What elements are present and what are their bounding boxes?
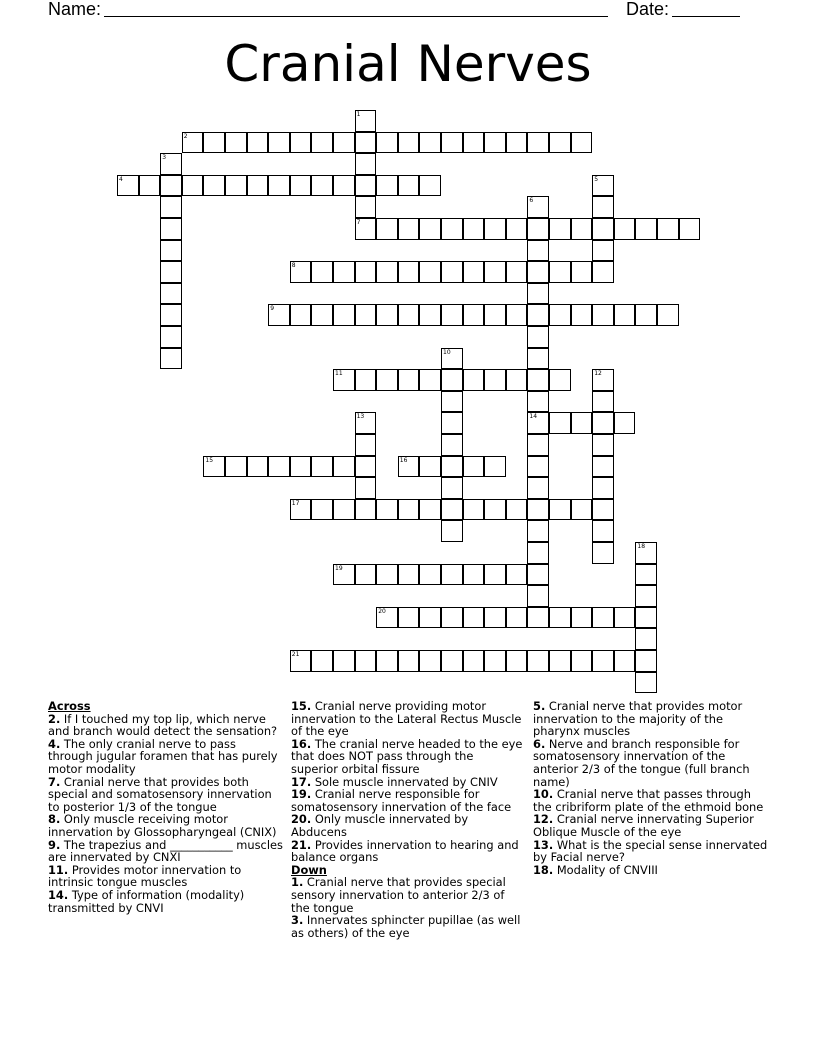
grid-cell[interactable] — [635, 672, 657, 694]
grid-cell[interactable] — [484, 369, 506, 391]
grid-cell[interactable] — [419, 456, 441, 478]
grid-cell[interactable] — [225, 132, 247, 154]
grid-cell[interactable] — [355, 650, 377, 672]
grid-cell[interactable] — [484, 132, 506, 154]
grid-cell[interactable] — [398, 132, 420, 154]
grid-cell[interactable] — [160, 348, 182, 370]
grid-cell[interactable] — [635, 542, 657, 564]
grid-cell[interactable] — [571, 261, 593, 283]
grid-cell[interactable] — [463, 650, 485, 672]
grid-cell[interactable] — [571, 412, 593, 434]
clue-number: 12 — [594, 370, 602, 378]
grid-cell[interactable] — [592, 391, 614, 413]
clue-item: 12. Cranial nerve innervating Superior Oblique Muscle of the eye — [533, 812, 754, 839]
grid-cell[interactable] — [290, 650, 312, 672]
grid-cell[interactable] — [268, 175, 290, 197]
grid-cell[interactable] — [527, 369, 549, 391]
grid-cell[interactable] — [355, 564, 377, 586]
grid-cell[interactable] — [398, 261, 420, 283]
grid-cell[interactable] — [311, 499, 333, 521]
grid-cell[interactable] — [333, 304, 355, 326]
grid-cell[interactable] — [376, 564, 398, 586]
grid-cell[interactable] — [549, 369, 571, 391]
grid-cell[interactable] — [592, 412, 614, 434]
grid-cell[interactable] — [117, 175, 139, 197]
grid-cell[interactable] — [679, 218, 701, 240]
grid-cell[interactable] — [311, 261, 333, 283]
grid-cell[interactable] — [311, 175, 333, 197]
grid-cell[interactable] — [355, 261, 377, 283]
grid-cell[interactable] — [441, 564, 463, 586]
grid-cell[interactable] — [463, 132, 485, 154]
grid-cell[interactable] — [527, 132, 549, 154]
clue-number: 13 — [356, 413, 365, 421]
grid-cell[interactable] — [182, 175, 204, 197]
grid-cell[interactable] — [614, 607, 636, 629]
grid-cell[interactable] — [376, 261, 398, 283]
clue-item: 18. Modality of CNVIII — [533, 862, 658, 877]
grid-cell[interactable] — [484, 261, 506, 283]
grid-cell[interactable] — [290, 132, 312, 154]
grid-cell[interactable] — [463, 607, 485, 629]
grid-cell[interactable] — [160, 153, 182, 175]
grid-cell[interactable] — [268, 132, 290, 154]
grid-cell[interactable] — [182, 132, 204, 154]
grid-cell[interactable] — [506, 261, 528, 283]
grid-cell[interactable] — [441, 520, 463, 542]
grid-cell[interactable] — [463, 456, 485, 478]
grid-cell[interactable] — [355, 477, 377, 499]
grid-cell[interactable] — [355, 304, 377, 326]
grid-cell[interactable] — [592, 520, 614, 542]
grid-cell[interactable] — [506, 607, 528, 629]
clue-item: 8. Only muscle receiving motor innervation by Glossopharyngeal (CNIX) — [48, 812, 277, 839]
clue-column-2 — [291, 700, 523, 939]
grid-cell[interactable] — [527, 240, 549, 262]
grid-cell[interactable] — [419, 175, 441, 197]
clue-number: 9 — [270, 305, 275, 313]
grid-cell[interactable] — [139, 175, 161, 197]
grid-cell[interactable] — [635, 304, 657, 326]
grid-cell[interactable] — [333, 499, 355, 521]
grid-cell[interactable] — [311, 650, 333, 672]
grid-cell[interactable] — [419, 132, 441, 154]
clue-number: 10 — [443, 348, 451, 356]
grid-cell[interactable] — [441, 412, 463, 434]
date-label: Date: — [626, 0, 670, 19]
grid-cell[interactable] — [419, 650, 441, 672]
grid-cell[interactable] — [290, 304, 312, 326]
grid-cell[interactable] — [160, 261, 182, 283]
grid-cell[interactable] — [441, 607, 463, 629]
grid-cell[interactable] — [592, 499, 614, 521]
grid-cell[interactable] — [549, 132, 571, 154]
grid-cell[interactable] — [355, 499, 377, 521]
grid-cell[interactable] — [203, 132, 225, 154]
grid-cell[interactable] — [527, 326, 549, 348]
grid-cell[interactable] — [160, 196, 182, 218]
clue-item: 5. Cranial nerve that provides motor innervation to the majority of the pharynx muscles — [533, 699, 743, 739]
grid-cell[interactable] — [160, 283, 182, 305]
grid-cell[interactable] — [290, 499, 312, 521]
grid-cell[interactable] — [355, 434, 377, 456]
grid-cell[interactable] — [333, 132, 355, 154]
grid-cell[interactable] — [592, 196, 614, 218]
grid-cell[interactable] — [419, 499, 441, 521]
grid-cell[interactable] — [592, 175, 614, 197]
grid-cell[interactable] — [527, 434, 549, 456]
grid-cell[interactable] — [355, 196, 377, 218]
grid-cell[interactable] — [549, 304, 571, 326]
grid-cell[interactable] — [225, 175, 247, 197]
grid-cell[interactable] — [441, 304, 463, 326]
grid-cell[interactable] — [592, 650, 614, 672]
grid-cell[interactable] — [355, 412, 377, 434]
clue-item: 13. What is the special sense innervated by Facial nerve? — [533, 837, 768, 865]
grid-cell[interactable] — [355, 110, 377, 132]
grid-cell[interactable] — [247, 175, 269, 197]
grid-cell[interactable] — [333, 175, 355, 197]
grid-cell[interactable] — [376, 650, 398, 672]
grid-cell[interactable] — [247, 132, 269, 154]
grid-cell[interactable] — [527, 456, 549, 478]
clue-number: 19 — [335, 564, 343, 572]
grid-cell[interactable] — [355, 369, 377, 391]
grid-cell[interactable] — [571, 218, 593, 240]
grid-cell[interactable] — [398, 607, 420, 629]
grid-cell[interactable] — [160, 175, 182, 197]
grid-cell[interactable] — [635, 650, 657, 672]
grid-cell[interactable] — [527, 348, 549, 370]
grid-cell[interactable] — [635, 218, 657, 240]
grid-cell[interactable] — [527, 391, 549, 413]
grid-cell[interactable] — [527, 477, 549, 499]
clue-item: 21. Provides innervation to hearing and balance organs — [291, 837, 519, 865]
grid-cell[interactable] — [290, 261, 312, 283]
grid-cell[interactable] — [247, 456, 269, 478]
clue-number: 7 — [356, 219, 361, 226]
grid-cell[interactable] — [463, 304, 485, 326]
grid-cell[interactable] — [398, 369, 420, 391]
grid-cell[interactable] — [463, 261, 485, 283]
grid-cell[interactable] — [549, 650, 571, 672]
grid-cell[interactable] — [592, 542, 614, 564]
clue-item: 3. Innervates sphincter pupillae (as well as others) of the eye — [291, 913, 521, 940]
clue-number: 14 — [529, 413, 538, 421]
grid-cell[interactable] — [160, 304, 182, 326]
grid-cell[interactable] — [527, 412, 549, 434]
grid-cell[interactable] — [441, 434, 463, 456]
grid-cell[interactable] — [268, 456, 290, 478]
grid-cell[interactable] — [506, 369, 528, 391]
grid-cell[interactable] — [419, 261, 441, 283]
grid-cell[interactable] — [441, 456, 463, 478]
grid-cell[interactable] — [355, 456, 377, 478]
grid-cell[interactable] — [419, 369, 441, 391]
grid-cell[interactable] — [333, 369, 355, 391]
grid-cell[interactable] — [333, 650, 355, 672]
grid-cell[interactable] — [592, 261, 614, 283]
grid-cell[interactable] — [614, 650, 636, 672]
grid-cell[interactable] — [571, 304, 593, 326]
clue-item: 7. Cranial nerve that provides both special and somatosensory innervation to posterior 1/3 of the tongue — [48, 774, 272, 814]
grid-cell[interactable] — [441, 348, 463, 370]
grid-cell[interactable] — [484, 564, 506, 586]
grid-cell[interactable] — [592, 434, 614, 456]
grid-cell[interactable] — [506, 218, 528, 240]
clue-number: 17 — [291, 499, 300, 507]
grid-cell[interactable] — [398, 175, 420, 197]
grid-cell[interactable] — [657, 304, 679, 326]
grid-cell[interactable] — [333, 564, 355, 586]
grid-cell[interactable] — [398, 650, 420, 672]
grid-cell[interactable] — [549, 607, 571, 629]
grid-cell[interactable] — [441, 369, 463, 391]
grid-cell[interactable] — [376, 304, 398, 326]
grid-cell[interactable] — [441, 477, 463, 499]
clue-item: 6. Nerve and branch responsible for somatosensory innervation of the anterior 2/3 of the tongue (full branch name) — [533, 736, 750, 789]
grid-cell[interactable] — [527, 542, 549, 564]
grid-cell[interactable] — [635, 564, 657, 586]
clue-number: 2 — [183, 132, 188, 140]
grid-cell[interactable] — [311, 456, 333, 478]
grid-cell[interactable] — [614, 412, 636, 434]
grid-cell[interactable] — [398, 304, 420, 326]
clue-item: 16. The cranial nerve headed to the eye that does NOT pass through the superior orbital fissure — [291, 736, 523, 776]
grid-cell[interactable] — [506, 132, 528, 154]
grid-cell[interactable] — [398, 456, 420, 478]
clue-item: 9. The trapezius and ___________ muscles are innervated by CNXI — [48, 837, 283, 865]
grid-cell[interactable] — [376, 218, 398, 240]
grid-cell[interactable] — [419, 218, 441, 240]
grid-cell[interactable] — [484, 304, 506, 326]
grid-cell[interactable] — [355, 218, 377, 240]
grid-cell[interactable] — [506, 564, 528, 586]
grid-cell[interactable] — [463, 369, 485, 391]
grid-cell[interactable] — [290, 175, 312, 197]
clue-column-3 — [533, 700, 769, 876]
clue-number: 20 — [378, 607, 386, 615]
grid-cell[interactable] — [527, 520, 549, 542]
grid-cell[interactable] — [549, 412, 571, 434]
grid-cell[interactable] — [376, 132, 398, 154]
clue-number: 5 — [594, 175, 599, 183]
grid-cell[interactable] — [635, 585, 657, 607]
page-title: Cranial Nerves — [224, 35, 592, 93]
clue-item: 20. Only muscle innervated by Abducens — [291, 812, 469, 839]
grid-cell[interactable] — [290, 456, 312, 478]
grid-cell[interactable] — [571, 650, 593, 672]
grid-cell[interactable] — [592, 456, 614, 478]
grid-cell[interactable] — [203, 456, 225, 478]
name-label: Name: — [48, 0, 102, 19]
clue-item: 17. Sole muscle innervated by CNIV — [291, 774, 498, 789]
grid-cell[interactable] — [160, 326, 182, 348]
grid-cell[interactable] — [527, 196, 549, 218]
clue-item: 14. Type of information (modality) transmitted by CNVI — [48, 887, 245, 915]
grid-cell[interactable] — [635, 628, 657, 650]
across-heading: Across — [48, 699, 91, 713]
grid-cell[interactable] — [333, 456, 355, 478]
grid-cell[interactable] — [484, 499, 506, 521]
grid-cell[interactable] — [441, 391, 463, 413]
grid-cell[interactable] — [527, 261, 549, 283]
grid-cell[interactable] — [571, 132, 593, 154]
clue-column-1 — [48, 700, 284, 914]
grid-cell[interactable] — [463, 564, 485, 586]
grid-cell[interactable] — [311, 304, 333, 326]
grid-cell[interactable] — [592, 240, 614, 262]
grid-cell[interactable] — [527, 607, 549, 629]
grid-cell[interactable] — [419, 304, 441, 326]
grid-cell[interactable] — [592, 369, 614, 391]
clue-item: 10. Cranial nerve that passes through the cribriform plate of the ethmoid bone — [533, 787, 764, 814]
clue-number: 3 — [162, 154, 167, 162]
clue-number: 6 — [529, 197, 534, 205]
grid-cell[interactable] — [355, 175, 377, 197]
grid-cell[interactable] — [419, 564, 441, 586]
clue-number: 4 — [119, 175, 123, 183]
grid-cell[interactable] — [635, 607, 657, 629]
clue-item: 4. The only cranial nerve to pass through jugular foramen that has purely motor modality — [48, 736, 278, 776]
grid-cell[interactable] — [506, 499, 528, 521]
grid-cell[interactable] — [527, 650, 549, 672]
down-heading: Down — [291, 862, 327, 877]
clue-item: 15. Cranial nerve providing motor innervation to the Lateral Rectus Muscle of the eye — [291, 699, 522, 739]
grid-cell[interactable] — [484, 456, 506, 478]
grid-cell[interactable] — [225, 456, 247, 478]
grid-cell[interactable] — [657, 218, 679, 240]
clue-item: 1. Cranial nerve that provides special sensory innervation to anterior 2/3 of the tongue — [291, 875, 506, 915]
grid-cell[interactable] — [592, 304, 614, 326]
grid-cell[interactable] — [160, 240, 182, 262]
grid-cell[interactable] — [592, 607, 614, 629]
clue-item: 2. If I touched my top lip, which nerve and branch would detect the sensation? — [48, 711, 278, 739]
grid-cell[interactable] — [398, 564, 420, 586]
grid-cell[interactable] — [376, 369, 398, 391]
clue-number: 21 — [291, 651, 300, 658]
clue-item: 19. Cranial nerve responsible for somatosensory innervation of the face — [291, 787, 512, 814]
grid-cell[interactable] — [419, 607, 441, 629]
clue-number: 16 — [399, 456, 408, 464]
grid-cell[interactable] — [549, 261, 571, 283]
grid-cell[interactable] — [376, 607, 398, 629]
grid-cell[interactable] — [398, 218, 420, 240]
grid-cell[interactable] — [527, 585, 549, 607]
grid-cell[interactable] — [527, 499, 549, 521]
grid-cell[interactable] — [441, 650, 463, 672]
grid-cell[interactable] — [203, 175, 225, 197]
grid-cell[interactable] — [441, 132, 463, 154]
grid-cell[interactable] — [571, 499, 593, 521]
grid-cell[interactable] — [376, 175, 398, 197]
grid-cell[interactable] — [441, 499, 463, 521]
grid-cell[interactable] — [484, 218, 506, 240]
clue-number: 11 — [335, 370, 343, 378]
grid-cell[interactable] — [506, 304, 528, 326]
grid-cell[interactable] — [506, 650, 528, 672]
grid-cell[interactable] — [484, 607, 506, 629]
grid-cell[interactable] — [441, 261, 463, 283]
grid-cell[interactable] — [441, 218, 463, 240]
clue-number: 18 — [637, 543, 646, 550]
grid-cell[interactable] — [527, 283, 549, 305]
grid-cell[interactable] — [527, 304, 549, 326]
clue-item: 11. Provides motor innervation to intrinsic tongue muscles — [48, 862, 242, 890]
grid-cell[interactable] — [592, 218, 614, 240]
grid-cell[interactable] — [484, 650, 506, 672]
clue-number: 8 — [291, 262, 296, 270]
grid-cell[interactable] — [549, 218, 571, 240]
grid-cell[interactable] — [355, 132, 377, 154]
grid-cell[interactable] — [268, 304, 290, 326]
grid-cell[interactable] — [398, 499, 420, 521]
grid-cell[interactable] — [527, 564, 549, 586]
grid-cell[interactable] — [592, 477, 614, 499]
grid-cell[interactable] — [333, 261, 355, 283]
clue-number: 1 — [356, 111, 361, 118]
grid-cell[interactable] — [527, 218, 549, 240]
grid-cell[interactable] — [311, 132, 333, 154]
grid-cell[interactable] — [549, 499, 571, 521]
grid-cell[interactable] — [463, 218, 485, 240]
grid-cell[interactable] — [614, 304, 636, 326]
grid-cell[interactable] — [355, 153, 377, 175]
grid-cell[interactable] — [463, 499, 485, 521]
grid-cell[interactable] — [160, 218, 182, 240]
grid-cell[interactable] — [376, 499, 398, 521]
clue-number: 15 — [205, 456, 214, 464]
grid-cell[interactable] — [571, 607, 593, 629]
grid-cell[interactable] — [614, 218, 636, 240]
